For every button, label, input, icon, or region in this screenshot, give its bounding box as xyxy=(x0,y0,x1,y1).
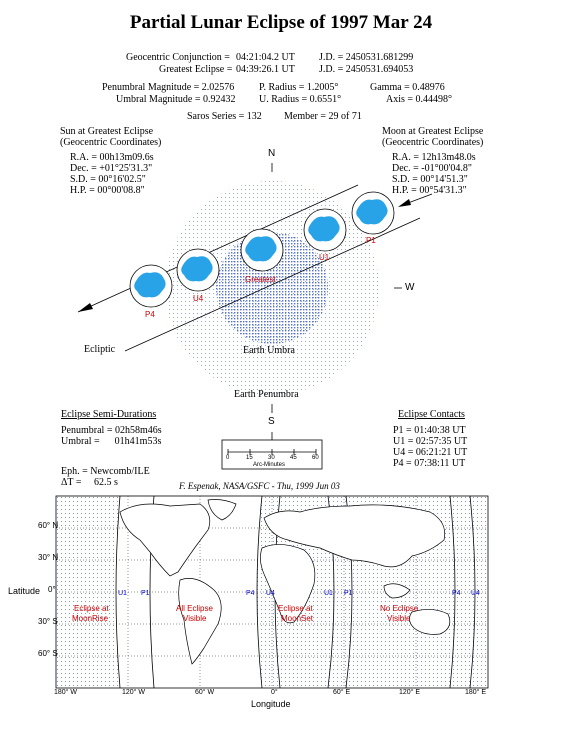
map-contact-u1-b: U1 xyxy=(324,590,333,597)
path-arrow-left xyxy=(78,303,93,312)
axis-value: Axis = 0.44498° xyxy=(386,94,453,105)
semi-duration-umbral: Umbral = 01h41m53s xyxy=(61,436,162,447)
region-moonrise-line2: MoonRise xyxy=(72,614,109,623)
u4-label: U4 xyxy=(193,294,204,303)
region-all-visible-line2: Visible xyxy=(183,614,207,623)
path-arrow-right xyxy=(398,199,411,207)
credit-line: F. Espenak, NASA/GSFC - Thu, 1999 Jun 03 xyxy=(179,481,340,491)
south-label: S xyxy=(268,416,275,427)
greatest-jd: J.D. = 2450531.694053 xyxy=(319,64,414,75)
contact-p1: P1 = 01:40:38 UT xyxy=(393,425,466,436)
earth-penumbra-label: Earth Penumbra xyxy=(234,389,299,400)
penumbra-radius: P. Radius = 1.2005° xyxy=(259,82,339,93)
semi-duration-penumbral: Penumbral = 02h58m46s xyxy=(61,425,162,436)
map-x-axis-label: Longitude xyxy=(251,699,291,709)
sun-subheading: (Geocentric Coordinates) xyxy=(60,137,162,148)
umbra-radius: U. Radius = 0.6551° xyxy=(259,94,342,105)
scale-tick-15: 15 xyxy=(246,455,253,461)
ephemeris-label: Eph. = Newcomb/ILE xyxy=(61,466,150,477)
region-none-line1: No Eclipse xyxy=(380,604,419,613)
page-title: Partial Lunar Eclipse of 1997 Mar 24 xyxy=(129,12,433,33)
conjunction-label: Geocentric Conjunction = xyxy=(126,52,230,63)
map-contact-u1-a: U1 xyxy=(118,590,127,597)
moon-heading: Moon at Greatest Eclipse xyxy=(382,126,484,137)
moon-p4 xyxy=(130,265,172,307)
greatest-label: Greatest Eclipse = xyxy=(159,64,233,75)
moon-dec: Dec. = -01°00'04.8" xyxy=(392,163,472,174)
contacts-heading: Eclipse Contacts xyxy=(398,409,465,420)
scale-tick-0: 0 xyxy=(226,455,230,461)
conjunction-jd: J.D. = 2450531.681299 xyxy=(319,52,414,63)
scale-tick-30: 30 xyxy=(268,455,275,461)
semi-durations-heading: Eclipse Semi-Durations xyxy=(61,409,157,420)
region-moonrise-line1: Eclipse at xyxy=(74,604,109,613)
lat-tick-30n: 30° N xyxy=(38,553,59,562)
map-y-axis-label: Latitude xyxy=(8,586,41,596)
moon-greatest xyxy=(241,229,283,271)
lon-tick-120w: 120° W xyxy=(122,689,146,696)
greatest-contact-label: Greatest xyxy=(245,275,276,284)
conjunction-time: 04:21:04.2 UT xyxy=(236,52,295,63)
sun-ra: R.A. = 00h13m09.6s xyxy=(70,152,154,163)
map-contact-p4-b: P4 xyxy=(452,590,461,597)
region-moonset-line1: Eclipse at xyxy=(278,604,313,613)
region-none-line2: Visible xyxy=(387,614,411,623)
map-contact-p1-b: P1 xyxy=(344,590,353,597)
lat-tick-30s: 30° S xyxy=(38,617,58,626)
earth-umbra-label: Earth Umbra xyxy=(243,345,295,356)
umbral-magnitude: Umbral Magnitude = 0.92432 xyxy=(116,94,236,105)
ecliptic-label: Ecliptic xyxy=(84,344,116,355)
gamma-value: Gamma = 0.48976 xyxy=(370,82,445,93)
penumbral-magnitude: Penumbral Magnitude = 2.02576 xyxy=(102,82,235,93)
moon-u4 xyxy=(177,249,219,291)
delta-t-label: ΔT = 62.5 s xyxy=(61,477,118,488)
saros-member: Member = 29 of 71 xyxy=(284,111,362,122)
moon-p1 xyxy=(352,192,394,234)
scale-unit-label: Arc-Minutes xyxy=(253,462,286,468)
moon-u1 xyxy=(304,209,346,251)
moon-sd: S.D. = 00°14'51.3" xyxy=(392,174,468,185)
saros-series: Saros Series = 132 xyxy=(187,111,262,122)
map-contact-p4-a: P4 xyxy=(246,590,255,597)
contact-u1: U1 = 02:57:35 UT xyxy=(393,436,468,447)
sun-sd: S.D. = 00°16'02.5" xyxy=(70,174,146,185)
lon-tick-180e: 180° E xyxy=(465,689,487,696)
lon-tick-60w: 60° W xyxy=(195,689,215,696)
region-all-visible-line1: All Eclipse xyxy=(176,604,213,613)
p4-label: P4 xyxy=(145,310,155,319)
scale-tick-45: 45 xyxy=(290,455,297,461)
lon-tick-120e: 120° E xyxy=(399,689,421,696)
sun-hp: H.P. = 00°00'08.8" xyxy=(70,185,145,196)
map-contact-u4-a: U4 xyxy=(266,590,275,597)
region-moonset-line2: MoonSet xyxy=(281,614,314,623)
moon-subheading: (Geocentric Coordinates) xyxy=(382,137,484,148)
map-contact-u4-b: U4 xyxy=(471,590,480,597)
lon-tick-60e: 60° E xyxy=(333,689,351,696)
west-label: W xyxy=(405,282,415,293)
scale-tick-60: 60 xyxy=(312,455,319,461)
lat-tick-60s: 60° S xyxy=(38,649,58,658)
p1-label: P1 xyxy=(366,236,376,245)
lon-tick-0: 0° xyxy=(271,689,278,696)
contact-p4: P4 = 07:38:11 UT xyxy=(393,458,466,469)
lat-tick-60n: 60° N xyxy=(38,521,59,530)
u1-label: U1 xyxy=(319,253,330,262)
moon-ra: R.A. = 12h13m48.0s xyxy=(392,152,476,163)
sun-heading: Sun at Greatest Eclipse xyxy=(60,126,154,137)
lon-tick-180w: 180° W xyxy=(54,689,78,696)
moon-hp: H.P. = 00°54'31.3" xyxy=(392,185,467,196)
contact-u4: U4 = 06:21:21 UT xyxy=(393,447,468,458)
greatest-time: 04:39:26.1 UT xyxy=(236,64,295,75)
north-label: N xyxy=(268,148,276,159)
map-contact-p1-a: P1 xyxy=(141,590,150,597)
sun-dec: Dec. = +01°25'31.3" xyxy=(70,163,153,174)
lat-tick-0: 0° xyxy=(48,585,56,594)
